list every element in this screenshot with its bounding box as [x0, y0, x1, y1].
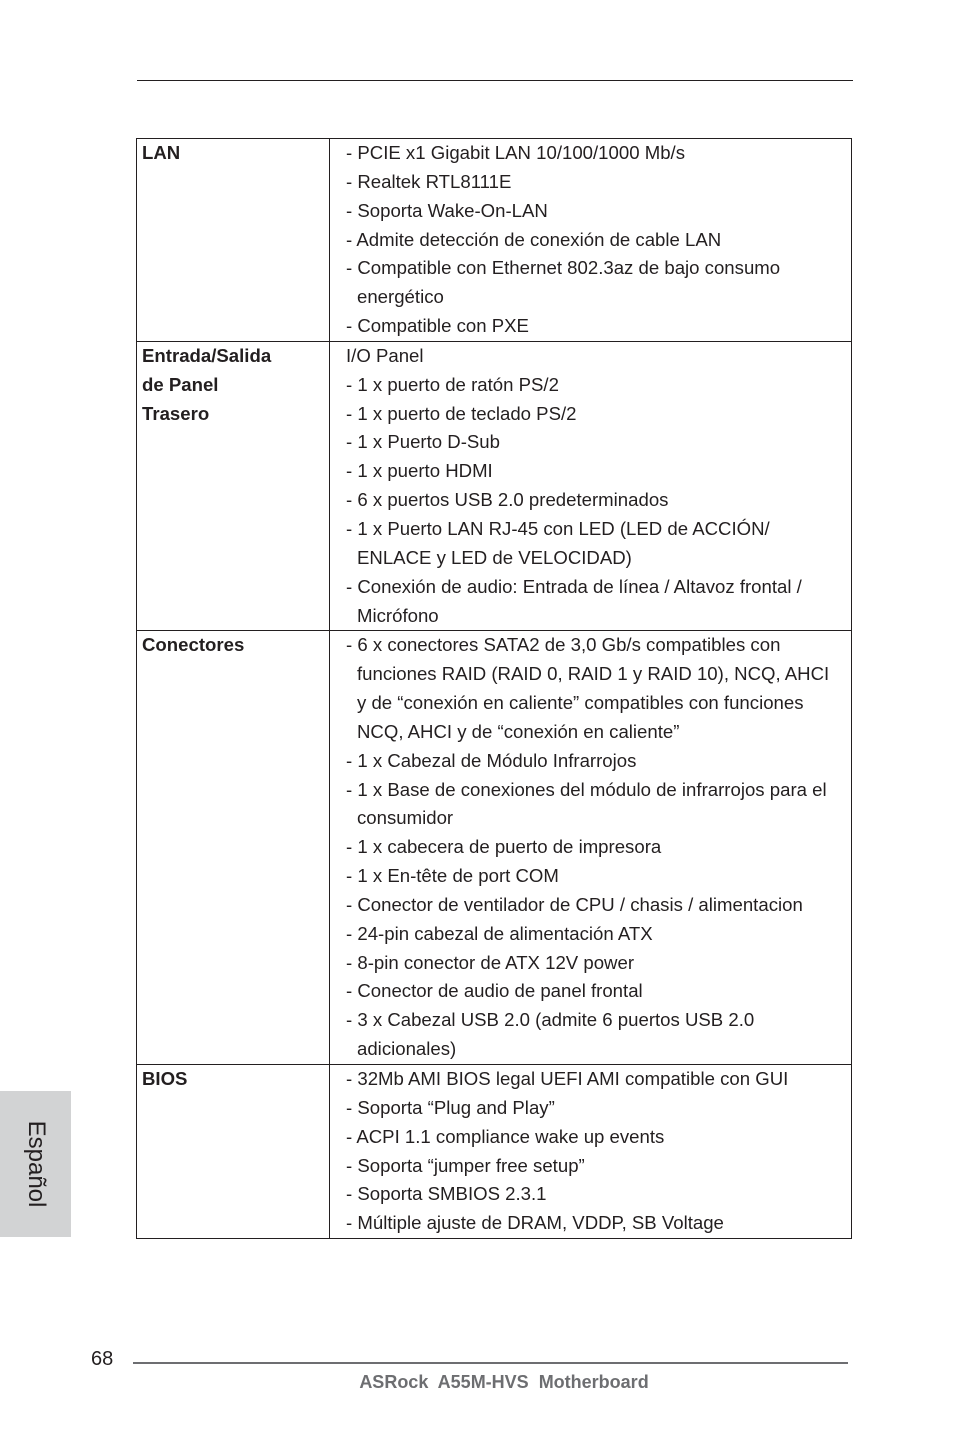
- spec-line: - Soporta “jumper free setup”: [346, 1154, 585, 1176]
- spec-row: [137, 1065, 852, 1239]
- footer-rule: [133, 1362, 848, 1364]
- spec-line: - Múltiple ajuste de DRAM, VDDP, SB Voltage: [346, 1212, 724, 1234]
- spec-label-cell: [137, 1065, 330, 1239]
- spec-row: [137, 631, 852, 1065]
- footer-title: ASRock A55M-HVS Motherboard: [359, 1372, 649, 1392]
- spec-line: - 1 x Puerto D-Sub: [346, 431, 500, 453]
- spec-line: y de “conexión en caliente” compatibles con funciones: [357, 692, 804, 714]
- spec-line: - PCIE x1 Gigabit LAN 10/100/1000 Mb/s: [346, 142, 685, 163]
- spec-line: consumidor: [357, 807, 454, 829]
- spec-line: - 8-pin conector de ATX 12V power: [346, 951, 635, 973]
- spec-line: - Compatible con Ethernet 802.3az de bajo consumo: [346, 257, 781, 279]
- spec-line: I/O Panel: [346, 344, 424, 366]
- spec-line: - Soporta SMBIOS 2.3.1: [346, 1183, 547, 1205]
- spec-line: - Conector de ventilador de CPU / chasis / alimentacion: [346, 893, 803, 915]
- spec-value-cell: [330, 1065, 852, 1239]
- spec-label: de Panel: [142, 373, 219, 395]
- spec-label: BIOS: [142, 1068, 188, 1089]
- spec-line: - 6 x puertos USB 2.0 predeterminados: [346, 489, 669, 511]
- spec-line: - 1 x En-tête de port COM: [346, 865, 559, 887]
- spec-label: LAN: [142, 142, 181, 163]
- spec-line: - Soporta Wake-On-LAN: [346, 199, 548, 221]
- spec-line: - 1 x Puerto LAN RJ-45 con LED (LED de ACCIÓN/: [346, 517, 770, 539]
- spec-line: adicionales): [357, 1038, 457, 1060]
- spec-line: - 1 x Cabezal de Módulo Infrarrojos: [346, 749, 637, 771]
- spec-table-body: [137, 139, 852, 1239]
- spec-value-cell: [330, 139, 852, 342]
- page-number: 68: [91, 1348, 114, 1370]
- spec-label: Conectores: [142, 634, 245, 656]
- spec-line: - Realtek RTL8111E: [346, 170, 512, 192]
- spec-value-cell: [330, 631, 852, 1065]
- spec-line: NCQ, AHCI y de “conexión en caliente”: [357, 720, 680, 742]
- spec-line: - 1 x puerto de teclado PS/2: [346, 402, 577, 424]
- spec-line: - Admite detección de conexión de cable LAN: [346, 228, 722, 250]
- spec-table: [136, 138, 852, 1239]
- language-side-tab: [0, 1091, 71, 1237]
- spec-line: - Conector de audio de panel frontal: [346, 980, 643, 1002]
- spec-label: Entrada/Salida: [142, 344, 272, 366]
- spec-line: funciones RAID (RAID 0, RAID 1 y RAID 10), NCQ, AHCI: [357, 663, 830, 685]
- spec-line: - 6 x conectores SATA2 de 3,0 Gb/s compatibles con: [346, 634, 781, 656]
- spec-label-cell: [137, 631, 330, 1065]
- spec-label-cell: [137, 341, 330, 630]
- language-tab-label: Español: [22, 1120, 50, 1208]
- spec-line: - Compatible con PXE: [346, 315, 529, 337]
- spec-line: ENLACE y LED de VELOCIDAD): [357, 546, 632, 568]
- spec-label-cell: [137, 139, 330, 342]
- spec-line: - Conexión de audio: Entrada de línea / Altavoz frontal /: [346, 575, 802, 597]
- spec-row: [137, 341, 852, 630]
- spec-line: energético: [357, 286, 444, 308]
- spec-line: - 32Mb AMI BIOS legal UEFI AMI compatible con GUI: [346, 1068, 789, 1089]
- spec-line: - 1 x cabecera de puerto de impresora: [346, 836, 662, 858]
- spec-line: - 1 x Base de conexiones del módulo de infrarrojos para el: [346, 778, 827, 800]
- spec-line: - 24-pin cabezal de alimentación ATX: [346, 922, 653, 944]
- spec-line: - 3 x Cabezal USB 2.0 (admite 6 puertos USB 2.0: [346, 1009, 755, 1031]
- spec-line: Micrófono: [357, 604, 439, 626]
- spec-line: - 1 x puerto de ratón PS/2: [346, 373, 559, 395]
- top-rule: [137, 80, 853, 81]
- spec-label: Trasero: [142, 402, 210, 424]
- spec-line: - 1 x puerto HDMI: [346, 460, 493, 482]
- spec-line: - ACPI 1.1 compliance wake up events: [346, 1125, 665, 1147]
- spec-line: - Soporta “Plug and Play”: [346, 1096, 555, 1118]
- spec-value-cell: [330, 341, 852, 630]
- spec-row: [137, 139, 852, 342]
